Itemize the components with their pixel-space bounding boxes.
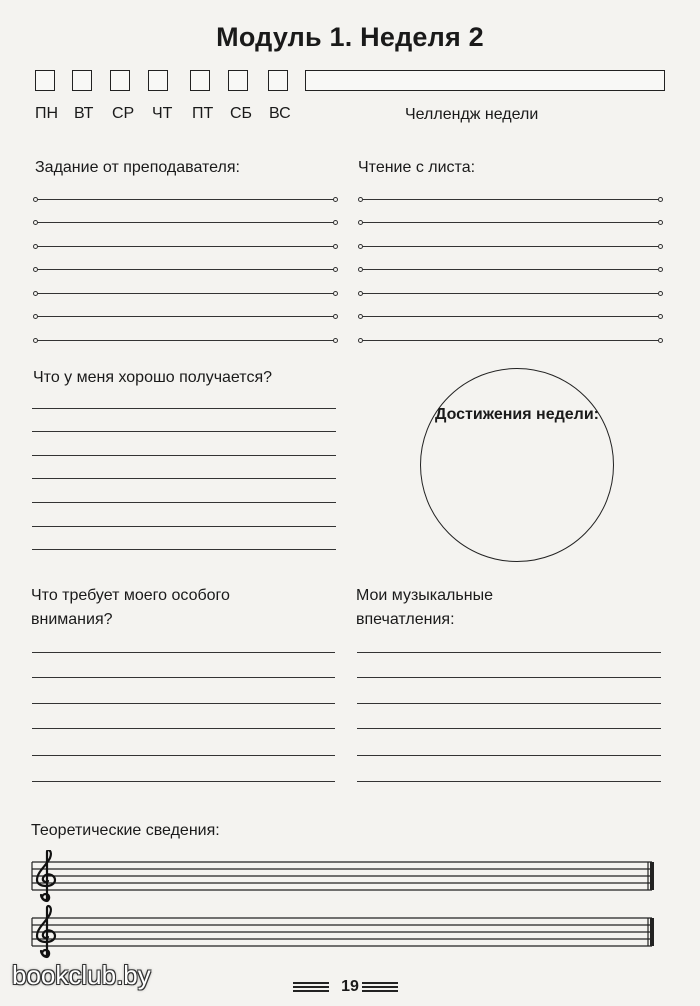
writing-line[interactable]	[32, 703, 335, 704]
writing-line[interactable]	[37, 269, 334, 270]
writing-line[interactable]	[32, 728, 335, 729]
day-label-thu: ЧТ	[152, 105, 173, 122]
writing-line[interactable]	[32, 755, 335, 756]
challenge-field[interactable]	[305, 70, 665, 91]
writing-line[interactable]	[362, 316, 659, 317]
writing-line[interactable]	[37, 340, 334, 341]
page-number: 19	[341, 978, 359, 995]
day-checkbox-wed[interactable]	[110, 70, 130, 91]
impressions-label-1: Мои музыкальные	[356, 587, 493, 604]
writing-line[interactable]	[357, 728, 661, 729]
writing-line[interactable]	[357, 703, 661, 704]
writing-line[interactable]	[357, 677, 661, 678]
watermark: bookclub.by	[12, 960, 151, 990]
staff-1-end-bar	[650, 862, 654, 890]
day-checkbox-tue[interactable]	[72, 70, 92, 91]
writing-line[interactable]	[357, 755, 661, 756]
impressions-label-2: впечатления:	[356, 611, 455, 628]
theory-label: Теоретические сведения:	[31, 822, 220, 839]
sight-reading-label: Чтение с листа:	[358, 159, 476, 176]
day-checkbox-fri[interactable]	[190, 70, 210, 91]
day-label-tue: ВТ	[74, 105, 94, 122]
day-checkbox-thu[interactable]	[148, 70, 168, 91]
writing-line[interactable]	[362, 340, 659, 341]
writing-line[interactable]	[32, 677, 335, 678]
writing-line[interactable]	[37, 316, 334, 317]
page-number-decoration-right	[362, 982, 398, 994]
writing-line[interactable]	[32, 502, 336, 503]
staff-1	[32, 862, 652, 890]
achievements-label: Достижения недели:	[435, 406, 599, 423]
teacher-task-label: Задание от преподавателя:	[35, 159, 240, 176]
writing-line[interactable]	[357, 652, 661, 653]
day-label-mon: ПН	[35, 105, 59, 122]
writing-line[interactable]	[37, 199, 334, 200]
writing-line[interactable]	[32, 455, 336, 456]
writing-line[interactable]	[362, 293, 659, 294]
writing-line[interactable]	[32, 478, 336, 479]
writing-line[interactable]	[32, 781, 335, 782]
writing-line[interactable]	[362, 199, 659, 200]
writing-line[interactable]	[362, 269, 659, 270]
writing-line[interactable]	[357, 781, 661, 782]
day-checkbox-sun[interactable]	[268, 70, 288, 91]
writing-line[interactable]	[32, 526, 336, 527]
writing-line[interactable]	[362, 246, 659, 247]
staff-2-end-bar	[650, 918, 654, 946]
music-staves[interactable]	[28, 850, 662, 960]
writing-line[interactable]	[362, 222, 659, 223]
writing-line[interactable]	[32, 652, 335, 653]
day-checkbox-mon[interactable]	[35, 70, 55, 91]
writing-line[interactable]	[37, 246, 334, 247]
needs-attention-label-2: внимания?	[31, 611, 113, 628]
writing-line[interactable]	[32, 549, 336, 550]
day-label-fri: ПТ	[192, 105, 214, 122]
writing-line[interactable]	[37, 222, 334, 223]
challenge-label: Челлендж недели	[405, 106, 539, 123]
day-label-wed: СР	[112, 105, 135, 122]
writing-line[interactable]	[32, 431, 336, 432]
writing-line[interactable]	[32, 408, 336, 409]
day-label-sat: СБ	[230, 105, 253, 122]
needs-attention-label-1: Что требует моего особого	[31, 587, 230, 604]
doing-well-label: Что у меня хорошо получается?	[33, 369, 272, 386]
achievements-circle[interactable]	[420, 368, 614, 562]
writing-line[interactable]	[37, 293, 334, 294]
staff-2	[32, 918, 652, 946]
day-label-sun: ВС	[269, 105, 291, 122]
day-checkbox-sat[interactable]	[228, 70, 248, 91]
page-title: Модуль 1. Неделя 2	[216, 22, 484, 52]
